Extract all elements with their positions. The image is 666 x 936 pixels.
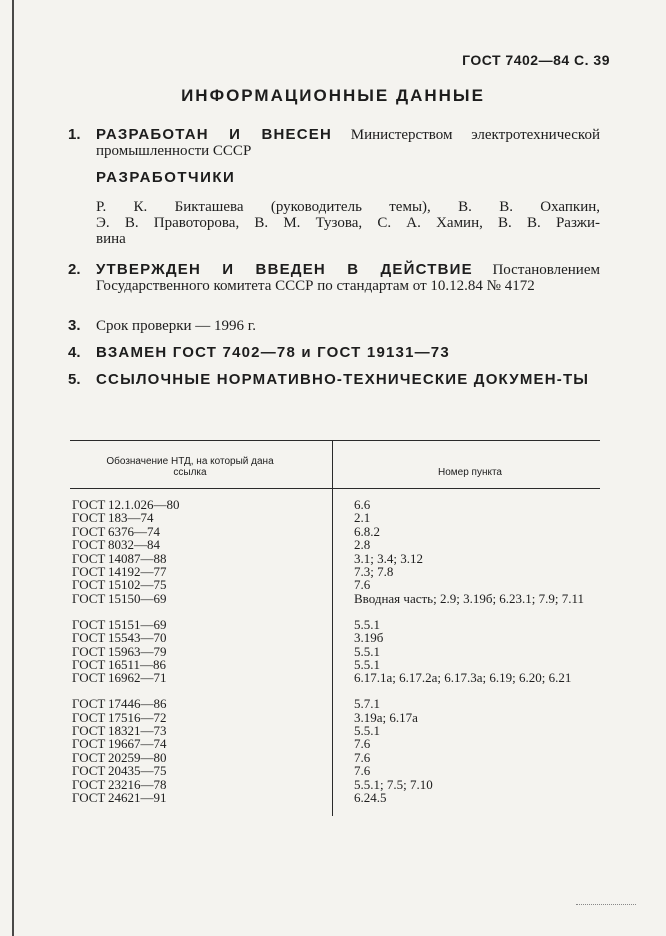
gost-number: 183—74	[108, 510, 154, 526]
table-row	[70, 791, 600, 804]
gost-label: ГОСТ	[72, 643, 106, 659]
gost-number: 12.1.026—80	[108, 497, 180, 512]
gost-number: 20259—80	[108, 749, 167, 765]
gost-label: ГОСТ	[72, 790, 106, 806]
gost-label: ГОСТ	[72, 563, 106, 579]
point-numbers: 7.3; 7.8	[354, 563, 394, 579]
gost-number: 20435—75	[108, 763, 167, 779]
gost-number: 8032—84	[108, 537, 160, 553]
gost-label: ГОСТ	[72, 763, 106, 779]
gost-label: ГОСТ	[72, 616, 106, 632]
point-numbers: 6.17.1а; 6.17.2а; 6.17.3а; 6.19; 6.20; 6.21	[354, 670, 572, 686]
table-header-rule	[70, 488, 600, 489]
point-numbers: 6.24.5	[354, 790, 387, 806]
gost-label: ГОСТ	[72, 550, 106, 566]
table-row	[70, 711, 600, 724]
point-numbers: 2.8	[354, 537, 371, 553]
point-numbers: 5.7.1	[354, 696, 380, 712]
gost-number: 19667—74	[108, 736, 167, 752]
page-title: ИНФОРМАЦИОННЫЕ ДАННЫЕ	[181, 86, 485, 105]
point-numbers: 3.19а; 6.17а	[354, 709, 418, 725]
gost-number: 14087—88	[108, 550, 167, 566]
table-row	[70, 778, 600, 791]
item-lead: РАЗРАБОТАН И ВНЕСЕН	[96, 126, 333, 143]
point-numbers: 7.6	[354, 763, 371, 779]
table-row	[70, 751, 600, 764]
point-numbers: 5.5.1; 7.5; 7.10	[354, 776, 433, 792]
gost-label: ГОСТ	[72, 670, 106, 686]
point-numbers: 7.6	[354, 736, 371, 752]
point-numbers: 7.6	[354, 577, 371, 593]
table-row	[70, 511, 600, 524]
table-row	[70, 764, 600, 777]
point-numbers: 2.1	[354, 510, 371, 526]
point-numbers: 7.6	[354, 749, 371, 765]
gost-label: ГОСТ	[72, 776, 106, 792]
table-row	[70, 645, 600, 658]
table-row	[70, 552, 600, 565]
item-text: Срок проверки — 1996 г.	[96, 318, 256, 334]
table-row	[70, 498, 600, 511]
gost-label: ГОСТ	[72, 630, 106, 646]
gost-number: 16511—86	[108, 656, 167, 672]
table-row	[70, 525, 600, 538]
table-header-point: Номер пункта	[437, 467, 502, 478]
item-number: 3.	[68, 317, 81, 334]
gost-label: ГОСТ	[72, 709, 106, 725]
info-item-2	[68, 262, 600, 312]
point-numbers: 5.5.1	[354, 643, 380, 659]
developers-heading: РАЗРАБОТЧИКИ	[96, 169, 236, 186]
point-numbers: 5.5.1	[354, 656, 380, 672]
page-edge-line	[12, 0, 14, 936]
point-numbers: 5.5.1	[354, 616, 380, 632]
developers-line: вина	[96, 231, 126, 247]
page-header: ГОСТ 7402—84 С. 39	[462, 52, 610, 68]
gost-number: 23216—78	[108, 776, 167, 792]
point-numbers: 5.5.1	[354, 723, 380, 739]
scan-artifact	[576, 904, 636, 906]
point-numbers: Вводная часть; 2.9; 3.19б; 6.23.1; 7.9; 7.11	[354, 590, 585, 606]
table-row	[70, 671, 600, 697]
gost-number: 14192—77	[108, 563, 167, 579]
item-text: Министерством электротехнической промышленности СССР	[96, 127, 600, 159]
gost-label: ГОСТ	[72, 523, 106, 539]
gost-number: 15102—75	[108, 577, 167, 593]
point-numbers: 6.8.2	[354, 523, 380, 539]
info-item-1	[68, 127, 600, 161]
gost-number: 15150—69	[108, 590, 167, 606]
point-numbers: 3.1; 3.4; 3.12	[354, 550, 423, 566]
gost-number: 6376—74	[108, 523, 160, 539]
item-number: 5.	[68, 371, 81, 388]
gost-label: ГОСТ	[72, 497, 106, 512]
table-row	[70, 592, 600, 618]
developers-line: Р. К. Бикташева (руководитель темы), В. В. Охапкин,	[96, 199, 600, 215]
item-number: 2.	[68, 261, 81, 278]
gost-label: ГОСТ	[72, 590, 106, 606]
gost-number: 24621—91	[108, 790, 167, 806]
gost-label: ГОСТ	[72, 696, 106, 712]
table-row	[70, 538, 600, 551]
point-numbers: 3.19б	[354, 630, 384, 646]
gost-label: ГОСТ	[72, 723, 106, 739]
item-lead: УТВЕРЖДЕН И ВВЕДЕН В ДЕЙСТВИЕ	[96, 261, 473, 278]
developers-list	[96, 199, 600, 247]
gost-label: ГОСТ	[72, 656, 106, 672]
gost-number: 16962—71	[108, 670, 167, 686]
developers-line: Э. В. Правоторова, В. М. Тузова, С. А. Хамин, В. В. Разжи-	[96, 215, 600, 231]
item-number: 1.	[68, 126, 81, 143]
gost-number: 18321—73	[108, 723, 167, 739]
gost-number: 15543—70	[108, 630, 167, 646]
point-numbers: 6.6	[354, 497, 371, 512]
gost-number: 15963—79	[108, 643, 167, 659]
table-row	[70, 737, 600, 750]
gost-label: ГОСТ	[72, 749, 106, 765]
gost-number: 17446—86	[108, 696, 167, 712]
item-lead: ССЫЛОЧНЫЕ НОРМАТИВНО-ТЕХНИЧЕСКИЕ ДОКУМЕН-ТЫ	[96, 371, 590, 388]
table-row	[70, 724, 600, 737]
table-header-ntd: Обозначение НТД, на который дана ссылка	[106, 456, 274, 478]
gost-label: ГОСТ	[72, 577, 106, 593]
gost-label: ГОСТ	[72, 537, 106, 553]
item-number: 4.	[68, 344, 81, 361]
table-row	[70, 618, 600, 631]
gost-number: 15151—69	[108, 616, 167, 632]
table-row	[70, 631, 600, 644]
table-row	[70, 578, 600, 591]
table-top-rule	[70, 440, 600, 441]
table-row	[70, 565, 600, 578]
item-lead: ВЗАМЕН ГОСТ 7402—78 и ГОСТ 19131—73	[96, 344, 450, 361]
gost-number: 17516—72	[108, 709, 167, 725]
table-row	[70, 697, 600, 710]
table-row	[70, 658, 600, 671]
table-body	[70, 498, 600, 804]
item-text: Постановлением Государственного комитета СССР по стандартам от 10.12.84 № 4172	[96, 262, 600, 294]
gost-label: ГОСТ	[72, 510, 106, 526]
gost-label: ГОСТ	[72, 736, 106, 752]
